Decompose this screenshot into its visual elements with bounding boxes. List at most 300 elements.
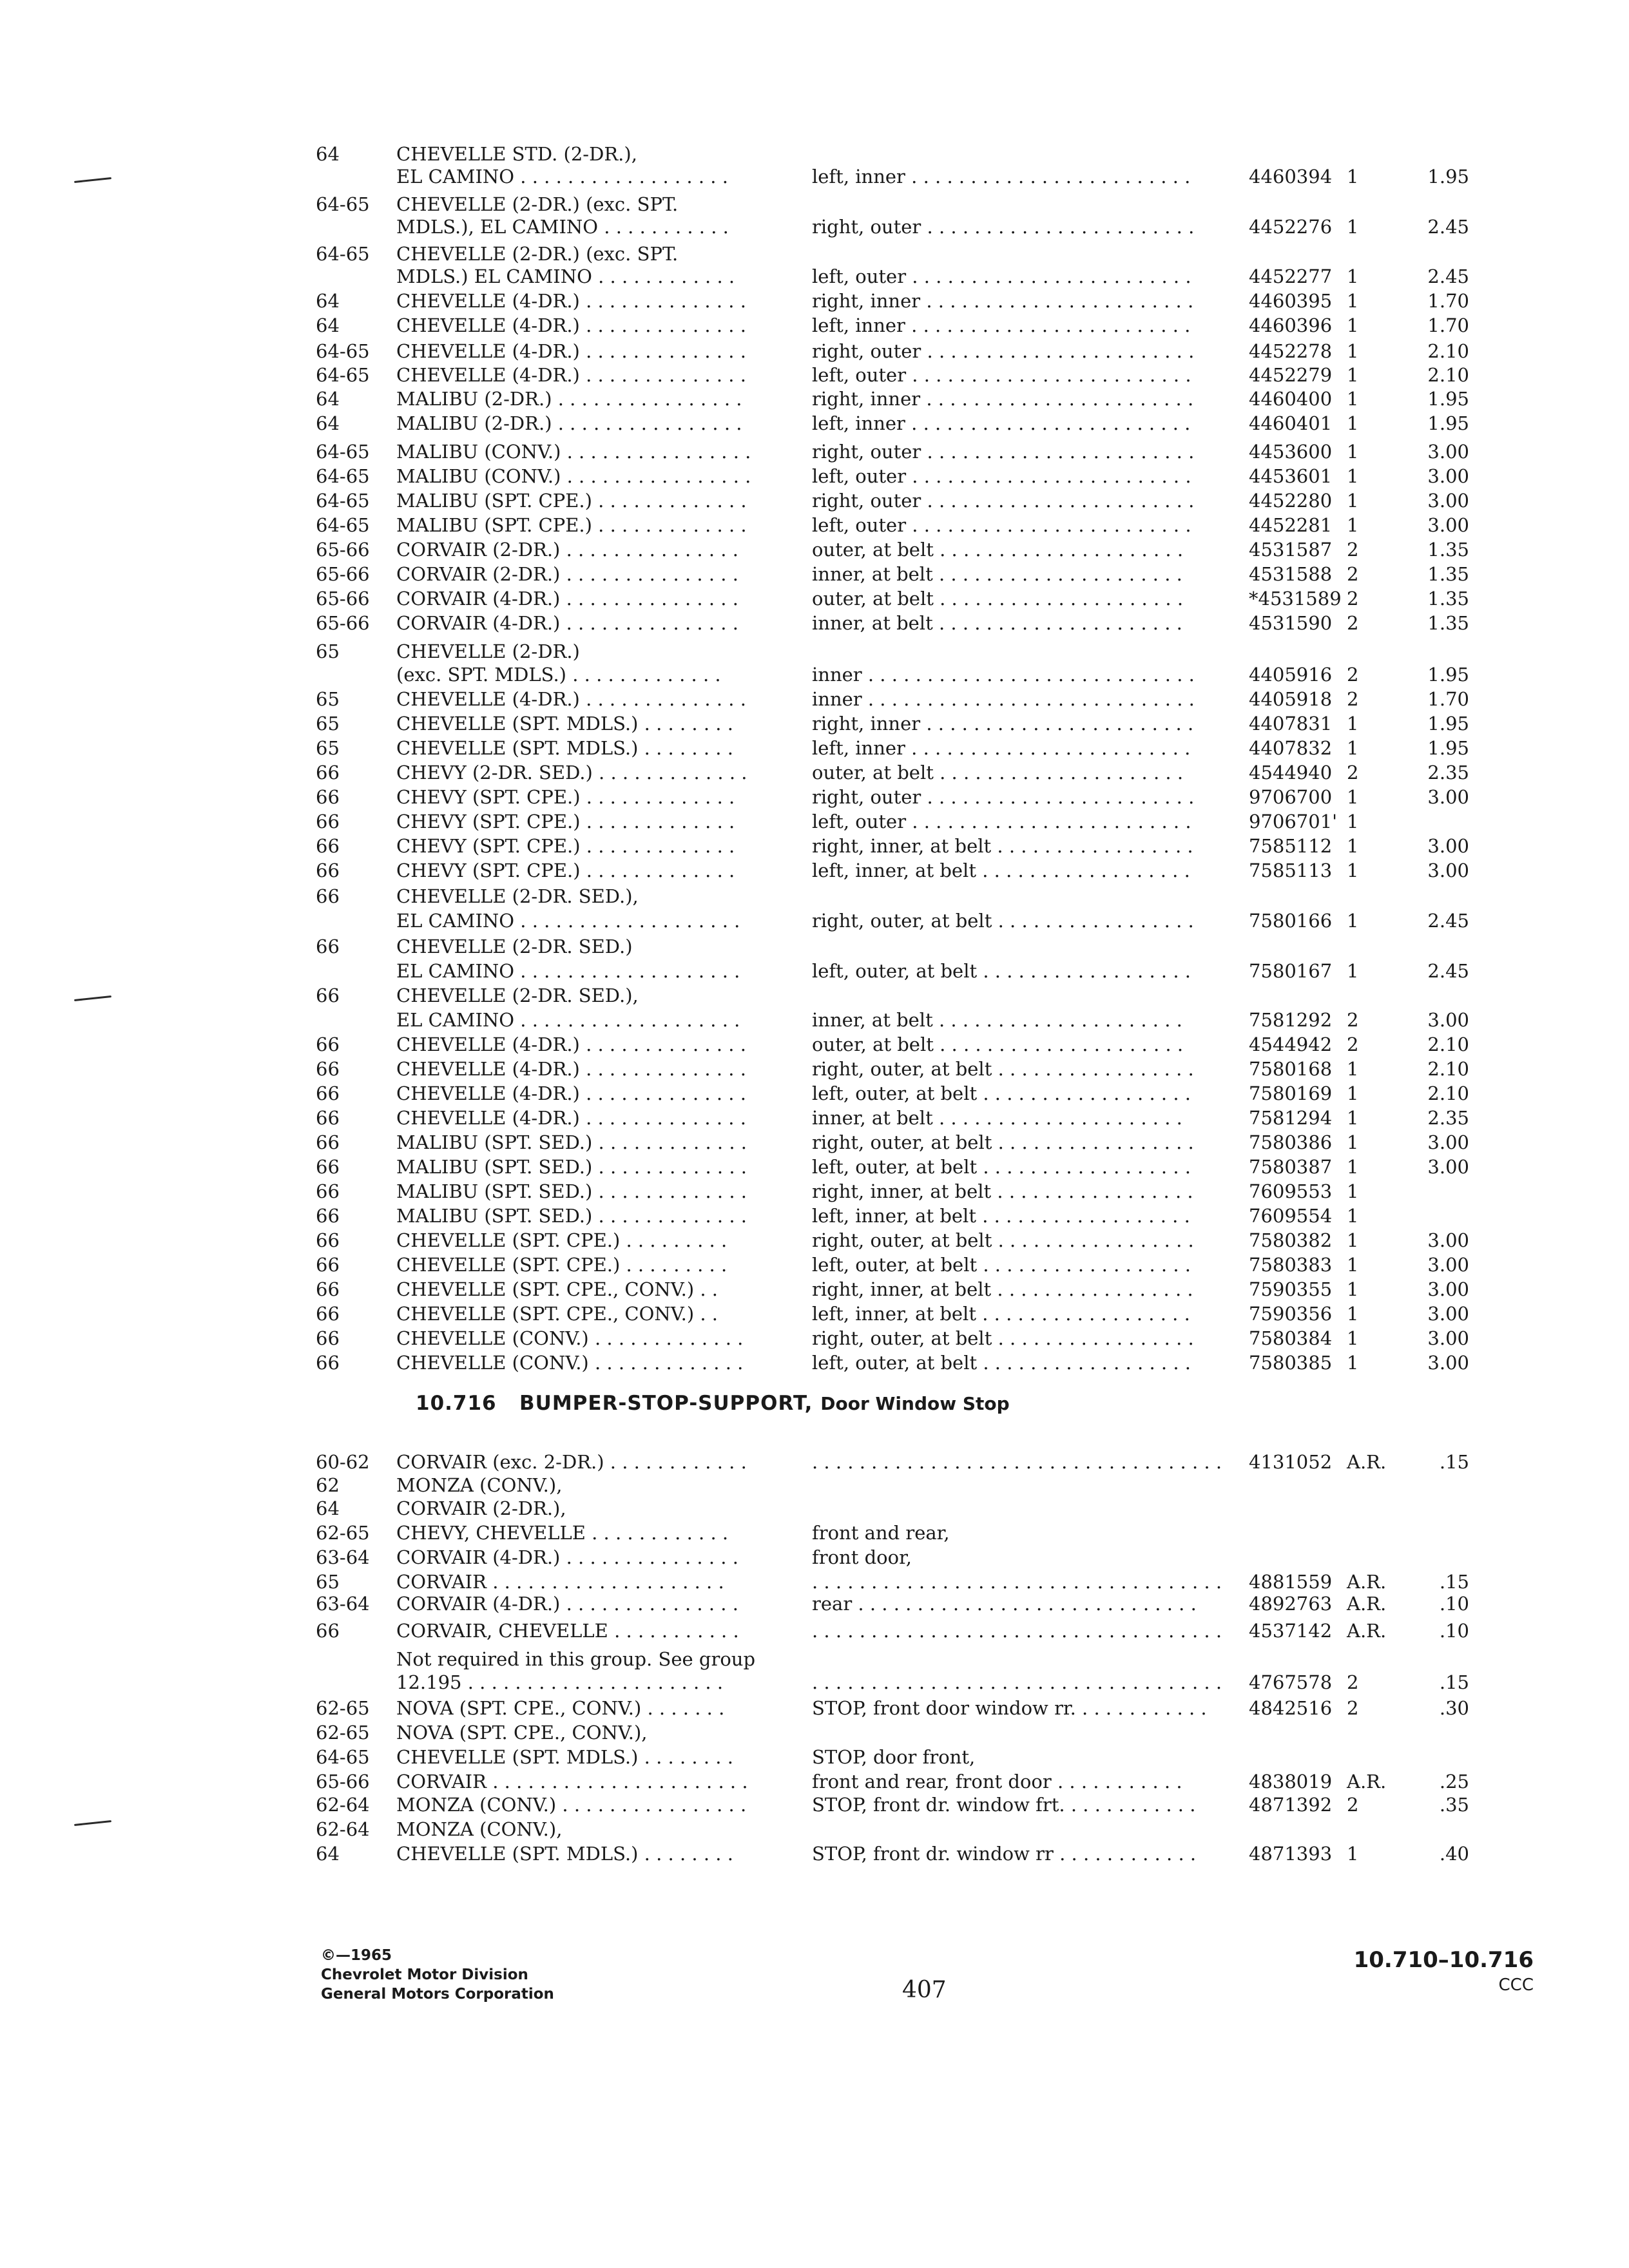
table-row <box>0 242 1629 266</box>
table-row <box>0 1496 1629 1521</box>
price-cell: 1.70 <box>1427 290 1469 312</box>
part-number-cell: 7609554 <box>1249 1205 1333 1227</box>
model-cell: CHEVY (SPT. CPE.) . . . . . . . . . . . . . <box>396 860 735 881</box>
year-cell: 65-66 <box>316 539 370 561</box>
quantity-cell: 1 <box>1347 388 1359 410</box>
table-row <box>0 313 1629 338</box>
table-row <box>0 1032 1629 1057</box>
part-number-cell: 4544940 <box>1249 762 1333 783</box>
model-cell: CHEVELLE (2-DR.) (exc. SPT. <box>396 243 679 265</box>
model-cell: CHEVELLE (4-DR.) . . . . . . . . . . . . . . <box>396 364 746 386</box>
description-cell: left, outer, at belt . . . . . . . . . . . . . . . . . . <box>812 1254 1191 1276</box>
description-cell: right, outer, at belt . . . . . . . . . . . . . . . . . <box>812 1058 1194 1080</box>
table-row <box>0 760 1629 785</box>
year-cell: 62-64 <box>316 1794 370 1816</box>
quantity-cell: 1 <box>1347 835 1359 857</box>
table-row <box>0 387 1629 411</box>
price-cell: .25 <box>1439 1771 1469 1792</box>
description-cell: inner . . . . . . . . . . . . . . . . . . . . . . . . . . . . <box>812 664 1195 686</box>
year-cell: 65-66 <box>316 563 370 585</box>
part-number-cell: 4881559 <box>1249 1571 1333 1593</box>
year-cell: 64 <box>316 290 340 312</box>
year-cell: 62-65 <box>316 1522 370 1544</box>
description-cell: right, inner . . . . . . . . . . . . . . . . . . . . . . . <box>812 713 1194 735</box>
quantity-cell: 2 <box>1347 1671 1359 1693</box>
model-cell: CHEVY (SPT. CPE.) . . . . . . . . . . . . . <box>396 786 735 808</box>
price-cell: 2.45 <box>1427 910 1469 932</box>
description-cell: STOP, front dr. window rr . . . . . . . . . . . . <box>812 1843 1197 1865</box>
quantity-cell: 2 <box>1347 664 1359 686</box>
model-cell: CHEVELLE (4-DR.) . . . . . . . . . . . . . . <box>396 688 746 710</box>
table-row <box>0 562 1629 586</box>
model-cell: MALIBU (SPT. SED.) . . . . . . . . . . . . . <box>396 1131 747 1153</box>
year-cell: 64-65 <box>316 1746 370 1768</box>
section-number: 10.716 <box>416 1392 497 1415</box>
part-number-cell: 4767578 <box>1249 1671 1333 1693</box>
part-number-cell: 7580385 <box>1249 1352 1333 1374</box>
model-cell: CHEVELLE (SPT. MDLS.) . . . . . . . . <box>396 1843 733 1865</box>
price-cell: .35 <box>1439 1794 1469 1816</box>
table-row <box>0 1769 1629 1794</box>
table-row <box>0 1204 1629 1228</box>
description-cell: right, outer, at belt . . . . . . . . . . . . . . . . . <box>812 910 1194 932</box>
table-row <box>0 1696 1629 1720</box>
year-cell: 66 <box>316 1229 340 1251</box>
model-cell: CHEVELLE (4-DR.) . . . . . . . . . . . . . . <box>396 1033 746 1055</box>
quantity-cell: 1 <box>1347 514 1359 536</box>
price-cell: .40 <box>1439 1843 1469 1865</box>
description-cell: outer, at belt . . . . . . . . . . . . . . . . . . . . . <box>812 539 1184 561</box>
part-number-cell: 7585112 <box>1249 835 1333 857</box>
year-cell: 66 <box>316 786 340 808</box>
description-cell: . . . . . . . . . . . . . . . . . . . . . . . . . . . . . . . . . . . <box>812 1671 1222 1693</box>
table-row <box>0 1081 1629 1106</box>
table-row <box>0 339 1629 363</box>
year-cell: 64 <box>316 412 340 434</box>
year-cell: 66 <box>316 1620 340 1642</box>
price-cell: 3.00 <box>1427 490 1469 512</box>
division-line: Chevrolet Motor Division <box>321 1966 528 1983</box>
table-row <box>0 215 1629 239</box>
table-row <box>0 1841 1629 1866</box>
description-cell: outer, at belt . . . . . . . . . . . . . . . . . . . . . <box>812 588 1184 610</box>
quantity-cell: 1 <box>1347 1254 1359 1276</box>
description-cell: right, inner, at belt . . . . . . . . . . . . . . . . . <box>812 1180 1193 1202</box>
year-cell: 66 <box>316 1033 340 1055</box>
year-cell: 66 <box>316 1278 340 1300</box>
section-subtitle: Door Window Stop <box>820 1393 1010 1414</box>
quantity-cell: 2 <box>1347 612 1359 634</box>
table-row <box>0 834 1629 858</box>
model-cell: CHEVELLE (4-DR.) . . . . . . . . . . . . . . <box>396 290 746 312</box>
part-number-cell: 4460401 <box>1249 412 1333 434</box>
year-cell: 64-65 <box>316 340 370 362</box>
part-number-cell: 4460394 <box>1249 166 1333 187</box>
year-cell: 66 <box>316 1352 340 1374</box>
part-number-cell: 4407832 <box>1249 737 1333 759</box>
quantity-cell: 2 <box>1347 1697 1359 1719</box>
year-cell: 62 <box>316 1474 340 1496</box>
section-title: BUMPER-STOP-SUPPORT, <box>519 1392 813 1415</box>
quantity-cell: 2 <box>1347 1009 1359 1031</box>
model-cell: CHEVELLE (4-DR.) . . . . . . . . . . . . . . <box>396 1082 746 1104</box>
year-cell: 64-65 <box>316 243 370 265</box>
part-number-cell: 4453600 <box>1249 441 1333 463</box>
description-cell: outer, at belt . . . . . . . . . . . . . . . . . . . . . <box>812 1033 1184 1055</box>
model-cell: MONZA (CONV.), <box>396 1818 563 1840</box>
description-cell: . . . . . . . . . . . . . . . . . . . . . . . . . . . . . . . . . . . <box>812 1451 1222 1473</box>
model-cell: Not required in this group. See group <box>396 1648 756 1670</box>
model-cell: CHEVELLE (SPT. CPE., CONV.) . . <box>396 1303 718 1325</box>
model-cell: CHEVELLE (2-DR. SED.), <box>396 985 639 1006</box>
year-cell: 64 <box>316 388 340 410</box>
quantity-cell: A.R. <box>1347 1620 1387 1642</box>
part-number-cell: 4842516 <box>1249 1697 1333 1719</box>
price-cell: 1.70 <box>1427 314 1469 336</box>
model-cell: MALIBU (SPT. SED.) . . . . . . . . . . . . . <box>396 1205 747 1227</box>
description-cell: right, inner, at belt . . . . . . . . . . . . . . . . . <box>812 835 1193 857</box>
year-cell: 63-64 <box>316 1593 370 1615</box>
model-cell: CHEVELLE (SPT. CPE.) . . . . . . . . . <box>396 1229 728 1251</box>
part-number-cell: 4131052 <box>1249 1451 1333 1473</box>
part-number-cell: 9706700 <box>1249 786 1333 808</box>
year-cell: 66 <box>316 1205 340 1227</box>
description-cell: inner . . . . . . . . . . . . . . . . . . . . . . . . . . . . <box>812 688 1195 710</box>
table-row <box>0 1473 1629 1497</box>
quantity-cell: A.R. <box>1347 1451 1387 1473</box>
table-row <box>0 1228 1629 1253</box>
price-cell: 1.35 <box>1427 539 1469 561</box>
price-cell: 2.10 <box>1427 1033 1469 1055</box>
part-number-cell: 4452279 <box>1249 364 1333 386</box>
year-cell: 64-65 <box>316 514 370 536</box>
part-number-cell: *4531589 <box>1249 588 1342 610</box>
quantity-cell: 2 <box>1347 1033 1359 1055</box>
table-row <box>0 264 1629 289</box>
model-cell: NOVA (SPT. CPE., CONV.), <box>396 1722 648 1744</box>
part-number-cell: 7580383 <box>1249 1254 1333 1276</box>
quantity-cell: 2 <box>1347 539 1359 561</box>
table-row <box>0 639 1629 664</box>
quantity-cell: 1 <box>1347 290 1359 312</box>
quantity-cell: 1 <box>1347 340 1359 362</box>
part-number-cell: 7580384 <box>1249 1327 1333 1349</box>
year-cell: 62-64 <box>316 1818 370 1840</box>
part-number-cell: 7580166 <box>1249 910 1333 932</box>
price-cell: 2.45 <box>1427 265 1469 287</box>
price-cell: 3.00 <box>1427 465 1469 487</box>
quantity-cell: 2 <box>1347 762 1359 783</box>
model-cell: MALIBU (CONV.) . . . . . . . . . . . . . . . . <box>396 465 751 487</box>
price-cell: 3.00 <box>1427 1327 1469 1349</box>
price-cell: 3.00 <box>1427 1009 1469 1031</box>
description-cell: left, inner, at belt . . . . . . . . . . . . . . . . . . <box>812 1205 1190 1227</box>
model-cell: CHEVELLE (4-DR.) . . . . . . . . . . . . . . <box>396 340 746 362</box>
part-number-cell: 4452277 <box>1249 265 1333 287</box>
description-cell: STOP, front dr. window frt. . . . . . . . . . . . <box>812 1794 1196 1816</box>
table-row <box>0 411 1629 436</box>
section-range-block <box>1340 1946 1534 1996</box>
model-cell: MALIBU (SPT. SED.) . . . . . . . . . . . . . <box>396 1180 747 1202</box>
model-cell: CHEVY (2-DR. SED.) . . . . . . . . . . . . . <box>396 762 747 783</box>
model-cell: CHEVELLE (CONV.) . . . . . . . . . . . . . <box>396 1327 744 1349</box>
price-cell: .10 <box>1439 1620 1469 1642</box>
year-cell: 65 <box>316 713 340 735</box>
quantity-cell: 1 <box>1347 737 1359 759</box>
quantity-cell: 1 <box>1347 960 1359 982</box>
table-row <box>0 736 1629 760</box>
description-cell: left, outer, at belt . . . . . . . . . . . . . . . . . . <box>812 1156 1191 1178</box>
price-cell: 3.00 <box>1427 1278 1469 1300</box>
model-cell: CHEVELLE (2-DR. SED.) <box>396 936 633 957</box>
quantity-cell: A.R. <box>1347 1771 1387 1792</box>
price-cell: 2.10 <box>1427 1058 1469 1080</box>
price-cell: 1.95 <box>1427 412 1469 434</box>
part-number-cell: 7580382 <box>1249 1229 1333 1251</box>
table-row <box>0 611 1629 635</box>
publisher-block <box>321 1946 554 2004</box>
price-cell: .15 <box>1439 1451 1469 1473</box>
part-number-cell: 4892763 <box>1249 1593 1333 1615</box>
model-cell: 12.195 . . . . . . . . . . . . . . . . . . . . . . <box>396 1671 724 1693</box>
part-number-cell: 4531587 <box>1249 539 1333 561</box>
model-cell: CHEVY (SPT. CPE.) . . . . . . . . . . . . . <box>396 835 735 857</box>
year-cell: 66 <box>316 811 340 832</box>
table-row <box>0 1155 1629 1179</box>
table-row <box>0 537 1629 562</box>
year-cell: 66 <box>316 762 340 783</box>
model-cell: CHEVELLE (2-DR.) <box>396 640 580 662</box>
table-row <box>0 1008 1629 1032</box>
price-cell: 2.10 <box>1427 340 1469 362</box>
table-row <box>0 908 1629 933</box>
quantity-cell: 1 <box>1347 1131 1359 1153</box>
price-cell: 3.00 <box>1427 1131 1469 1153</box>
table-row <box>0 1720 1629 1745</box>
description-cell: front and rear, front door . . . . . . . . . . . <box>812 1771 1182 1792</box>
quantity-cell: 1 <box>1347 1180 1359 1202</box>
description-cell: inner, at belt . . . . . . . . . . . . . . . . . . . . . <box>812 563 1182 585</box>
price-cell: 3.00 <box>1427 441 1469 463</box>
part-number-cell: 7585113 <box>1249 860 1333 881</box>
year-cell: 66 <box>316 1107 340 1129</box>
model-cell: CORVAIR (exc. 2-DR.) . . . . . . . . . . . . <box>396 1451 747 1473</box>
quantity-cell: 1 <box>1347 216 1359 238</box>
price-cell: 1.95 <box>1427 388 1469 410</box>
year-cell: 64 <box>316 143 340 165</box>
part-number-cell: 4871393 <box>1249 1843 1333 1865</box>
description-cell: right, outer . . . . . . . . . . . . . . . . . . . . . . . <box>812 786 1195 808</box>
description-cell: left, inner, at belt . . . . . . . . . . . . . . . . . . <box>812 1303 1190 1325</box>
price-cell: 3.00 <box>1427 1156 1469 1178</box>
model-cell: CHEVELLE (2-DR.) (exc. SPT. <box>396 193 679 215</box>
part-number-cell: 4407831 <box>1249 713 1333 735</box>
price-cell: 1.35 <box>1427 588 1469 610</box>
year-cell: 66 <box>316 1303 340 1325</box>
part-number-cell: 4460400 <box>1249 388 1333 410</box>
section-range: 10.710–10.716 <box>1353 1947 1534 1973</box>
quantity-cell: 1 <box>1347 314 1359 336</box>
year-cell: 66 <box>316 1254 340 1276</box>
description-cell: left, inner . . . . . . . . . . . . . . . . . . . . . . . . <box>812 314 1191 336</box>
description-cell: left, outer, at belt . . . . . . . . . . . . . . . . . . <box>812 1352 1191 1374</box>
description-cell: left, outer, at belt . . . . . . . . . . . . . . . . . . <box>812 1082 1191 1104</box>
description-cell: . . . . . . . . . . . . . . . . . . . . . . . . . . . . . . . . . . . <box>812 1571 1222 1593</box>
part-number-cell: 4460395 <box>1249 290 1333 312</box>
quantity-cell: A.R. <box>1347 1571 1387 1593</box>
year-cell: 64-65 <box>316 465 370 487</box>
table-row <box>0 1106 1629 1130</box>
price-cell: 3.00 <box>1427 860 1469 881</box>
table-row <box>0 164 1629 189</box>
table-row <box>0 1326 1629 1350</box>
table-row <box>0 1745 1629 1769</box>
description-cell: left, outer, at belt . . . . . . . . . . . . . . . . . . <box>812 960 1191 982</box>
table-row <box>0 1619 1629 1643</box>
copyright-line: ©—1965 <box>321 1947 392 1964</box>
quantity-cell: 1 <box>1347 860 1359 881</box>
table-row <box>0 687 1629 711</box>
year-cell: 66 <box>316 1058 340 1080</box>
description-cell: outer, at belt . . . . . . . . . . . . . . . . . . . . . <box>812 762 1184 783</box>
table-row <box>0 662 1629 687</box>
part-number-cell: 4452281 <box>1249 514 1333 536</box>
quantity-cell: 1 <box>1347 1278 1359 1300</box>
model-cell: CHEVELLE (SPT. MDLS.) . . . . . . . . <box>396 713 733 735</box>
model-cell: MALIBU (SPT. SED.) . . . . . . . . . . . . . <box>396 1156 747 1178</box>
part-number-cell: 4452276 <box>1249 216 1333 238</box>
year-cell: 60-62 <box>316 1451 370 1473</box>
model-cell: CORVAIR . . . . . . . . . . . . . . . . . . . . <box>396 1571 724 1593</box>
table-row <box>0 1817 1629 1841</box>
price-cell: 3.00 <box>1427 1352 1469 1374</box>
year-cell: 63-64 <box>316 1546 370 1568</box>
model-cell: CORVAIR (2-DR.), <box>396 1497 566 1519</box>
model-cell: CORVAIR, CHEVELLE . . . . . . . . . . . <box>396 1620 739 1642</box>
year-cell: 65-66 <box>316 612 370 634</box>
part-number-cell: 4452280 <box>1249 490 1333 512</box>
quantity-cell: 1 <box>1347 490 1359 512</box>
table-row <box>0 1591 1629 1616</box>
description-cell: left, outer . . . . . . . . . . . . . . . . . . . . . . . . <box>812 465 1191 487</box>
table-row <box>0 934 1629 959</box>
part-number-cell: 4405918 <box>1249 688 1333 710</box>
table-row <box>0 1545 1629 1570</box>
model-cell: CORVAIR . . . . . . . . . . . . . . . . . . . . . . <box>396 1771 748 1792</box>
part-number-cell: 4460396 <box>1249 314 1333 336</box>
table-row <box>0 488 1629 513</box>
table-row <box>0 192 1629 216</box>
part-number-cell: 4537142 <box>1249 1620 1333 1642</box>
table-row <box>0 1450 1629 1474</box>
year-cell: 62-65 <box>316 1697 370 1719</box>
model-cell: CHEVELLE (SPT. CPE., CONV.) . . <box>396 1278 718 1300</box>
part-number-cell: 4838019 <box>1249 1771 1333 1792</box>
table-row <box>0 1670 1629 1695</box>
table-row <box>0 1179 1629 1204</box>
price-cell: 1.95 <box>1427 713 1469 735</box>
quantity-cell: 1 <box>1347 1082 1359 1104</box>
model-cell: CORVAIR (4-DR.) . . . . . . . . . . . . . . . <box>396 588 738 610</box>
model-cell: CORVAIR (4-DR.) . . . . . . . . . . . . . . . <box>396 1593 738 1615</box>
part-number-cell: 7581292 <box>1249 1009 1333 1031</box>
quantity-cell: 1 <box>1347 713 1359 735</box>
year-cell: 64-65 <box>316 364 370 386</box>
quantity-cell: 1 <box>1347 364 1359 386</box>
section-heading <box>416 1392 1010 1415</box>
quantity-cell: 2 <box>1347 588 1359 610</box>
model-cell: CORVAIR (2-DR.) . . . . . . . . . . . . . . . <box>396 539 738 561</box>
quantity-cell: 1 <box>1347 465 1359 487</box>
description-cell: left, outer . . . . . . . . . . . . . . . . . . . . . . . . <box>812 364 1191 386</box>
price-cell: 2.35 <box>1427 762 1469 783</box>
year-cell: 66 <box>316 936 340 957</box>
description-cell: STOP, front door window rr. . . . . . . . . . . . <box>812 1697 1207 1719</box>
year-cell: 65 <box>316 737 340 759</box>
part-number-cell: 4405916 <box>1249 664 1333 686</box>
table-row <box>0 983 1629 1008</box>
description-cell: inner, at belt . . . . . . . . . . . . . . . . . . . . . <box>812 1009 1182 1031</box>
section-code: CCC <box>1498 1975 1534 1995</box>
price-cell: .30 <box>1439 1697 1469 1719</box>
year-cell: 64 <box>316 314 340 336</box>
year-cell: 62-65 <box>316 1722 370 1744</box>
price-cell: 3.00 <box>1427 835 1469 857</box>
year-cell: 64-65 <box>316 441 370 463</box>
part-number-cell: 7590356 <box>1249 1303 1333 1325</box>
description-cell: right, outer . . . . . . . . . . . . . . . . . . . . . . . <box>812 441 1195 463</box>
year-cell: 66 <box>316 1131 340 1153</box>
quantity-cell: 1 <box>1347 811 1359 832</box>
year-cell: 66 <box>316 985 340 1006</box>
quantity-cell: 1 <box>1347 1303 1359 1325</box>
model-cell: NOVA (SPT. CPE., CONV.) . . . . . . . <box>396 1697 725 1719</box>
year-cell: 65-66 <box>316 588 370 610</box>
quantity-cell: 1 <box>1347 412 1359 434</box>
part-number-cell: 7581294 <box>1249 1107 1333 1129</box>
model-cell: (exc. SPT. MDLS.) . . . . . . . . . . . . . <box>396 664 721 686</box>
price-cell: 2.10 <box>1427 1082 1469 1104</box>
price-cell: 1.95 <box>1427 664 1469 686</box>
model-cell: MDLS.), EL CAMINO . . . . . . . . . . . <box>396 216 729 238</box>
table-row <box>0 884 1629 908</box>
description-cell: inner, at belt . . . . . . . . . . . . . . . . . . . . . <box>812 612 1182 634</box>
price-cell: 3.00 <box>1427 1303 1469 1325</box>
description-cell: front door, <box>812 1546 912 1568</box>
corporation-line: General Motors Corporation <box>321 1986 554 2003</box>
table-row <box>0 1521 1629 1545</box>
price-cell: .15 <box>1439 1671 1469 1693</box>
table-row <box>0 1130 1629 1155</box>
model-cell: CHEVELLE (4-DR.) . . . . . . . . . . . . . . <box>396 1058 746 1080</box>
description-cell: right, outer, at belt . . . . . . . . . . . . . . . . . <box>812 1229 1194 1251</box>
model-cell: CHEVELLE (SPT. MDLS.) . . . . . . . . <box>396 737 733 759</box>
model-cell: MALIBU (2-DR.) . . . . . . . . . . . . . . . . <box>396 388 742 410</box>
description-cell: . . . . . . . . . . . . . . . . . . . . . . . . . . . . . . . . . . . <box>812 1620 1222 1642</box>
year-cell: 66 <box>316 1156 340 1178</box>
price-cell: 2.10 <box>1427 364 1469 386</box>
description-cell: left, inner . . . . . . . . . . . . . . . . . . . . . . . . <box>812 737 1191 759</box>
part-number-cell: 7609553 <box>1249 1180 1333 1202</box>
table-row <box>0 1277 1629 1302</box>
part-number-cell: 4531590 <box>1249 612 1333 634</box>
table-row <box>0 1792 1629 1817</box>
model-cell: EL CAMINO . . . . . . . . . . . . . . . . . . <box>396 166 728 187</box>
description-cell: left, inner . . . . . . . . . . . . . . . . . . . . . . . . <box>812 166 1191 187</box>
table-row <box>0 959 1629 983</box>
description-cell: left, inner, at belt . . . . . . . . . . . . . . . . . . <box>812 860 1190 881</box>
description-cell: right, inner . . . . . . . . . . . . . . . . . . . . . . . <box>812 388 1194 410</box>
